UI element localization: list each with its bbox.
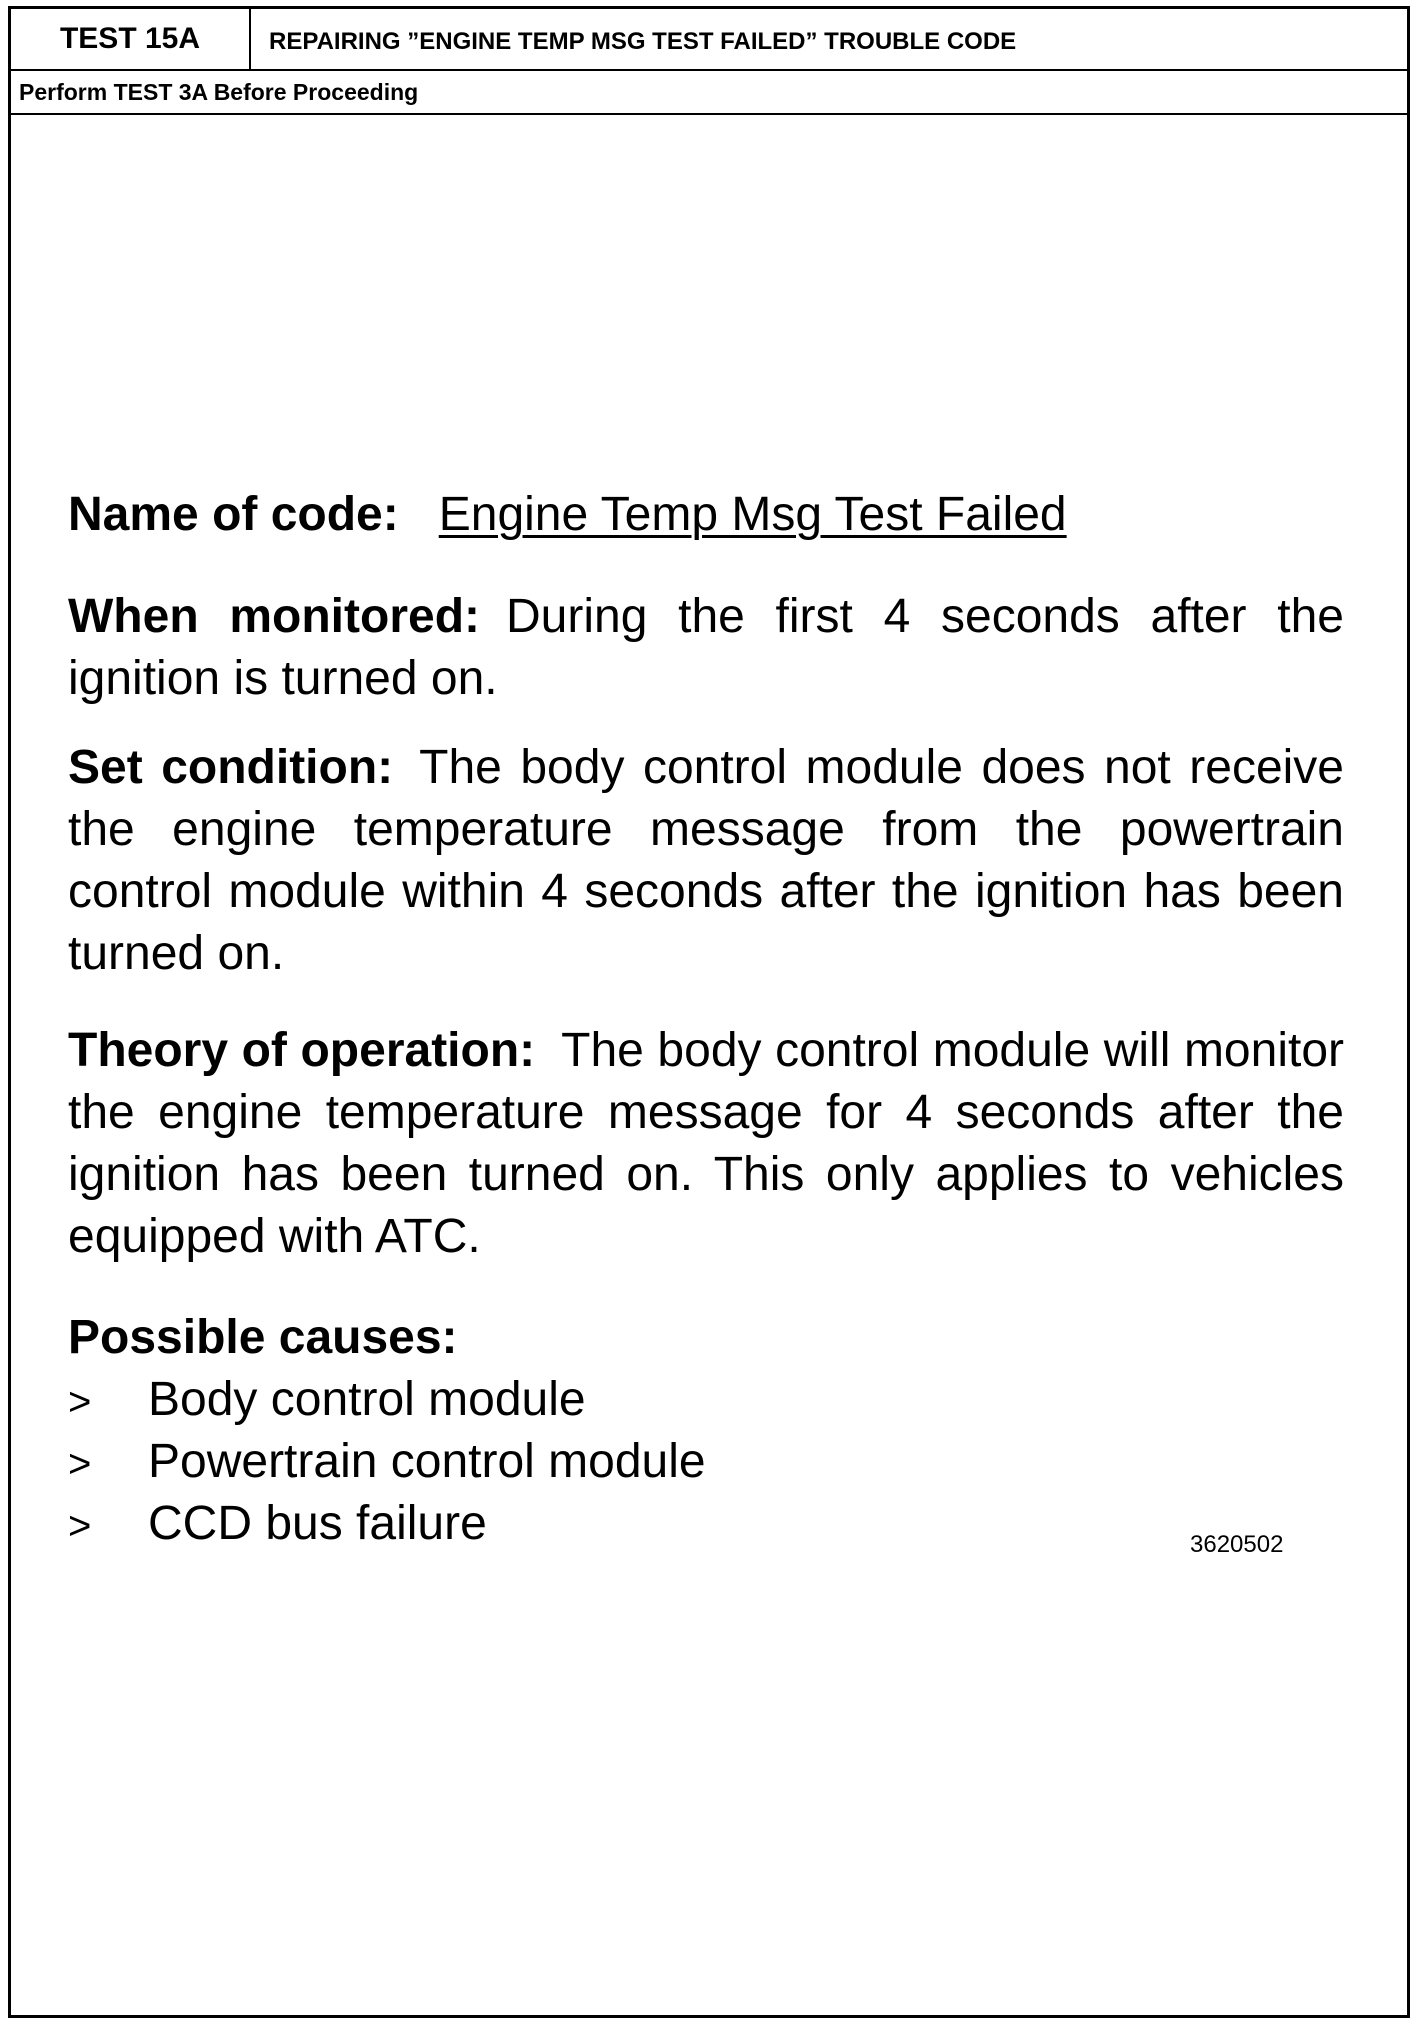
list-item	[68, 1493, 487, 1557]
cause-text: Powertrain control module	[148, 1435, 706, 1488]
set-condition-text: The body control module does not receive the engine temperature message from the powertrain control module within 4 seconds after the ignition has been turned on.	[68, 741, 1345, 980]
code-name	[68, 484, 1067, 546]
theory-label: Theory of operation:	[68, 1024, 536, 1077]
bullet-marker: >	[68, 1380, 92, 1424]
list-item	[68, 1431, 706, 1495]
code-name-label: Name of code:	[68, 488, 399, 541]
test-id: TEST 15A	[11, 9, 251, 69]
figure-id: 3620502	[1190, 1531, 1284, 1558]
prerequisite-note: Perform TEST 3A Before Proceeding	[19, 79, 419, 105]
when-monitored-section	[68, 586, 1344, 710]
theory-section	[68, 1020, 1344, 1268]
theory-text: The body control module will monitor the engine temperature message for 4 seconds after the ignition has been turned on. This only applies to vehicles equipped with ATC.	[68, 1024, 1344, 1263]
list-item	[68, 1369, 586, 1433]
cause-text: Body control module	[148, 1373, 586, 1426]
cause-text: CCD bus failure	[148, 1497, 487, 1550]
bullet-marker: >	[68, 1504, 92, 1548]
test-title: REPAIRING ”ENGINE TEMP MSG TEST FAILED” TROUBLE CODE	[269, 28, 1017, 55]
prerequisite-row	[11, 71, 1407, 115]
test-frame	[8, 6, 1410, 2018]
header-row	[11, 9, 1407, 71]
possible-causes-label: Possible causes:	[68, 1311, 458, 1364]
code-name-value: Engine Temp Msg Test Failed	[438, 488, 1067, 541]
bullet-marker: >	[68, 1442, 92, 1486]
set-condition-section	[68, 737, 1344, 985]
set-condition-label: Set condition:	[68, 741, 394, 794]
when-monitored-text: During the first 4 seconds after the ignition is turned on.	[68, 590, 1344, 705]
when-monitored-label: When monitored:	[68, 590, 480, 643]
